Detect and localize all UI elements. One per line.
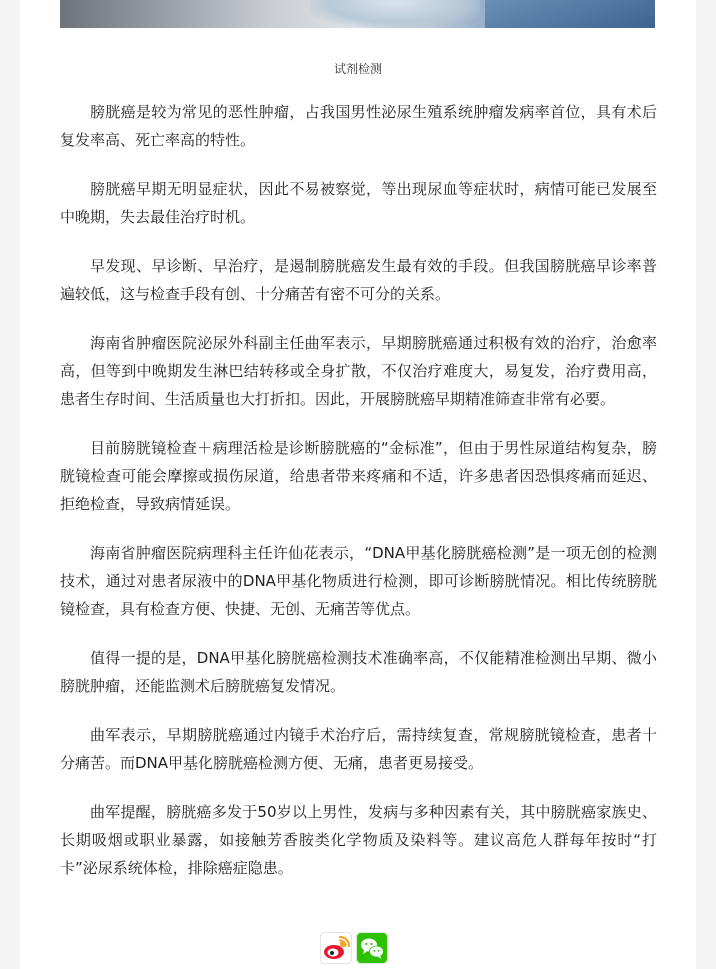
article-paragraph: 曲军提醒，膀胱癌多发于50岁以上男性，发病与多种因素有关，其中膀胱癌家族史、长期吸烟或职业暴露，如接触芳香胺类化学物质及染料等。建议高危人群每年按时“打卡”泌尿系统体检，排除癌症隐患。 bbox=[60, 803, 657, 877]
article-paragraph: 曲军表示，早期膀胱癌通过内镜手术治疗后，需持续复查，常规膀胱镜检查，患者十分痛苦。而DNA甲基化膀胱癌检测方便、无痛，患者更易接受。 bbox=[60, 726, 657, 772]
article-paragraph: 值得一提的是，DNA甲基化膀胱癌检测技术准确率高，不仅能精准检测出早期、微小膀胱肿瘤，还能监测术后膀胱癌复发情况。 bbox=[60, 649, 657, 695]
image-caption: 试剂检测 bbox=[333, 62, 382, 76]
wechat-icon bbox=[357, 933, 387, 963]
photo-glove-detail bbox=[310, 0, 480, 28]
article-paragraph: 海南省肿瘤医院病理科主任许仙花表示，“DNA甲基化膀胱癌检测”是一项无创的检测技术，通过对患者尿液中的DNA甲基化物质进行检测，即可诊断膀胱情况。相比传统膀胱镜检查，具有检查方便、快捷、无创、无痛苦等优点。 bbox=[60, 544, 657, 618]
article-paragraph: 膀胱癌是较为常见的恶性肿瘤，占我国男性泌尿生殖系统肿瘤发病率首位，具有术后复发率高、死亡率高的特性。 bbox=[60, 103, 657, 149]
article-paragraph: 海南省肿瘤医院泌尿外科副主任曲军表示，早期膀胱癌通过积极有效的治疗，治愈率高，但等到中晚期发生淋巴结转移或全身扩散，不仅治疗难度大，易复发，治疗费用高，患者生存时间、生活质量也大打折扣。因此，开展膀胱癌早期精准筛查非常有必要。 bbox=[60, 334, 657, 408]
article-page bbox=[20, 0, 696, 969]
article-paragraph: 目前膀胱镜检查＋病理活检是诊断膀胱癌的“金标准”，但由于男性尿道结构复杂，膀胱镜检查可能会摩擦或损伤尿道，给患者带来疼痛和不适，许多患者因恐惧疼痛而延迟、拒绝检查，导致病情延误。 bbox=[60, 439, 657, 513]
article-photo bbox=[60, 0, 655, 28]
photo-sleeve-detail bbox=[485, 0, 655, 28]
article-paragraph: 膀胱癌早期无明显症状，因此不易被察觉，等出现尿血等症状时，病情可能已发展至中晚期，失去最佳治疗时机。 bbox=[60, 180, 657, 226]
share-weibo-button[interactable] bbox=[320, 932, 352, 964]
weibo-icon bbox=[321, 933, 351, 963]
share-bar bbox=[320, 932, 388, 966]
article-body bbox=[60, 98, 657, 903]
article-paragraph: 早发现、早诊断、早治疗，是遏制膀胱癌发生最有效的手段。但我国膀胱癌早诊率普遍较低，这与检查手段有创、十分痛苦有密不可分的关系。 bbox=[60, 257, 657, 303]
share-wechat-button[interactable] bbox=[356, 932, 388, 964]
